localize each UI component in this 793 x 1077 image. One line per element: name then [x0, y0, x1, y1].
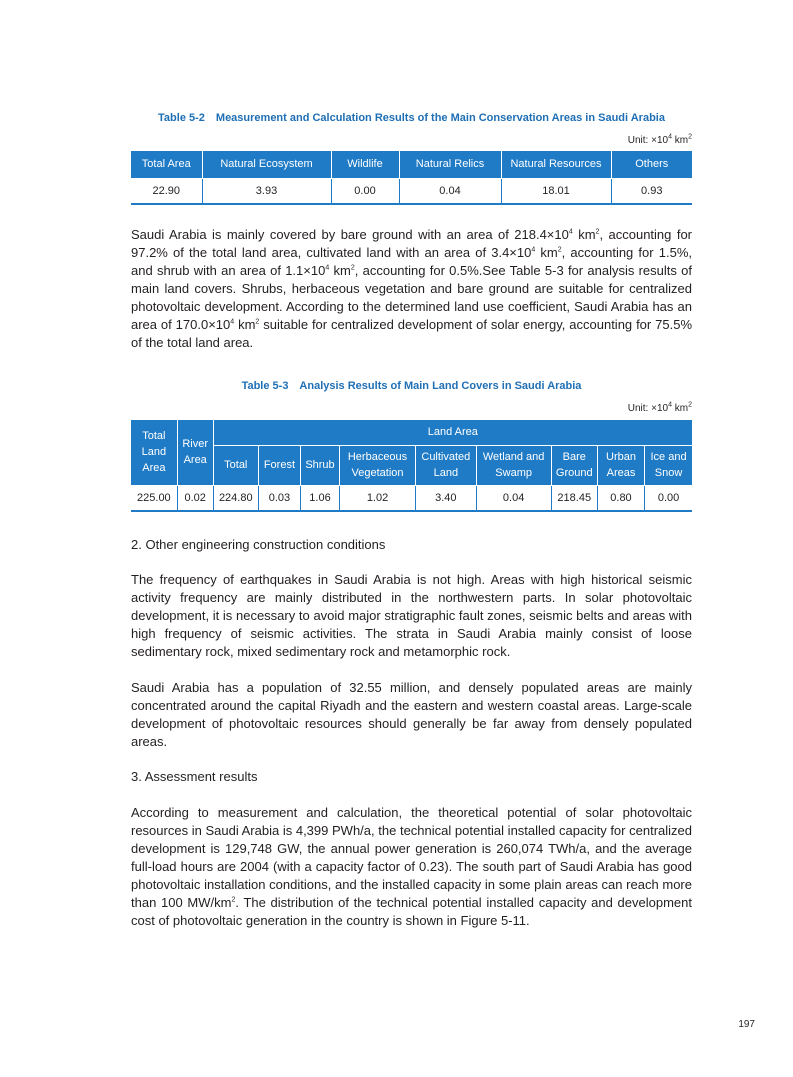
cell-natural-relics: 0.04 — [399, 178, 501, 204]
cell-herbaceous-vegetation: 1.02 — [340, 485, 416, 511]
cell-wildlife: 0.00 — [331, 178, 399, 204]
cell-total: 224.80 — [213, 485, 258, 511]
cell-total-area: 22.90 — [131, 178, 202, 204]
header-bare-ground: Bare Ground — [551, 445, 597, 485]
table-5-2 — [131, 151, 692, 205]
header-total: Total — [213, 445, 258, 485]
cell-ice-and-snow: 0.00 — [645, 485, 692, 511]
header-natural-ecosystem: Natural Ecosystem — [202, 151, 331, 178]
table-5-2-unit: Unit: $\times 10^4$ $km^2$ — [627, 133, 692, 146]
header-forest: Forest — [258, 445, 300, 485]
header-natural-resources: Natural Resources — [501, 151, 611, 178]
header-ice-and-snow: Ice and Snow — [645, 445, 692, 485]
section-heading-construction-conditions: 2. Other engineering construction conditions — [131, 537, 386, 552]
cell-cultivated-land: 3.40 — [416, 485, 477, 511]
page-number: 197 — [738, 1019, 755, 1030]
table-row — [131, 485, 692, 511]
table-5-2-caption: Table 5-2 Measurement and Calculation Results of the Main Conservation Areas in Saudi Arabia — [158, 112, 665, 124]
cell-total-land-area: 225.00 — [131, 485, 177, 511]
header-cultivated-land: Cultivated Land — [416, 445, 477, 485]
cell-river-area: 0.02 — [177, 485, 213, 511]
header-wildlife: Wildlife — [331, 151, 399, 178]
paragraph-assessment: According to measurement and calculation, the theoretical potential of solar photovoltaic resources in Saudi Arabia is 4,399 PWh/a, the technical potential installed capacity for centralized development is 129,748 GW, the annual power generation is 260,074 TWh/a, and the average full-load hours are 2004 (with a capacity factor of 0.23). The south part of Saudi Arabia has good photovoltaic installation conditions, and the installed capacity in some plain areas can reach more than 100 $MW/km^2$. The distribution of the technical potential installed capacity and development cost of photovoltaic generation in the country is shown in Figure 5-11. — [131, 805, 692, 928]
table-row — [131, 178, 692, 204]
paragraph-population: Saudi Arabia has a population of 32.55 million, and densely populated areas are mainly concentrated around the capital Riyadh and the eastern and western coastal areas. Large-scale development of photovoltaic resources should generally be far away from densely populated areas. — [131, 680, 692, 749]
header-river-area: River Area — [177, 420, 213, 485]
header-shrub: Shrub — [300, 445, 339, 485]
header-total-land-area: Total Land Area — [131, 420, 177, 485]
header-others: Others — [611, 151, 692, 178]
cell-natural-resources: 18.01 — [501, 178, 611, 204]
header-total-area: Total Area — [131, 151, 202, 178]
table-5-3-caption: Table 5-3 Analysis Results of Main Land Covers in Saudi Arabia — [241, 380, 582, 392]
header-wetland-and-swamp: Wetland and Swamp — [476, 445, 551, 485]
header-natural-relics: Natural Relics — [399, 151, 501, 178]
cell-shrub: 1.06 — [300, 485, 339, 511]
table-5-3-unit: Unit: $\times 10^4$ $km^2$ — [627, 401, 692, 414]
cell-urban-areas: 0.80 — [597, 485, 644, 511]
table-5-3 — [131, 420, 692, 512]
paragraph-land-cover: Saudi Arabia is mainly covered by bare ground with an area of $218.4\times 10^4$ $km^2$, accounting for 97.2% of the total land area, cultivated land with an area of $3.4\times 10^4$ $km^2$, accounting for 1.5%, and shrub with an area of $1.1\times 10^4$ $km^2$, accounting for 0.5%.See Table 5-3 for analysis results of main land covers. Shrubs, herbaceous vegetation and bare ground are suitable for centralized photovoltaic development. According to the determined land use coefficient, Saudi Arabia has an area of $170.0\times 10^4$ $km^2$ suitable for centralized development of solar energy, accounting for 75.5% of the total land area. — [131, 227, 693, 350]
header-herbaceous-vegetation: Herbaceous Vegetation — [340, 445, 416, 485]
cell-bare-ground: 218.45 — [551, 485, 597, 511]
header-urban-areas: Urban Areas — [597, 445, 644, 485]
paragraph-earthquakes: The frequency of earthquakes in Saudi Arabia is not high. Areas with high historical seismic activity frequency are mainly distributed in the northwestern parts. In solar photovoltaic development, it is necessary to avoid major stratigraphic fault zones, seismic belts and areas with high frequency of seismic activities. The strata in Saudi Arabia mainly consist of loose sedimentary rock, mixed sedimentary rock and metamorphic rock. — [131, 572, 692, 659]
cell-wetland-and-swamp: 0.04 — [476, 485, 551, 511]
cell-forest: 0.03 — [258, 485, 300, 511]
cell-natural-ecosystem: 3.93 — [202, 178, 331, 204]
cell-others: 0.93 — [611, 178, 692, 204]
section-heading-assessment-results: 3. Assessment results — [131, 769, 258, 784]
header-land-area: Land Area — [213, 420, 692, 445]
